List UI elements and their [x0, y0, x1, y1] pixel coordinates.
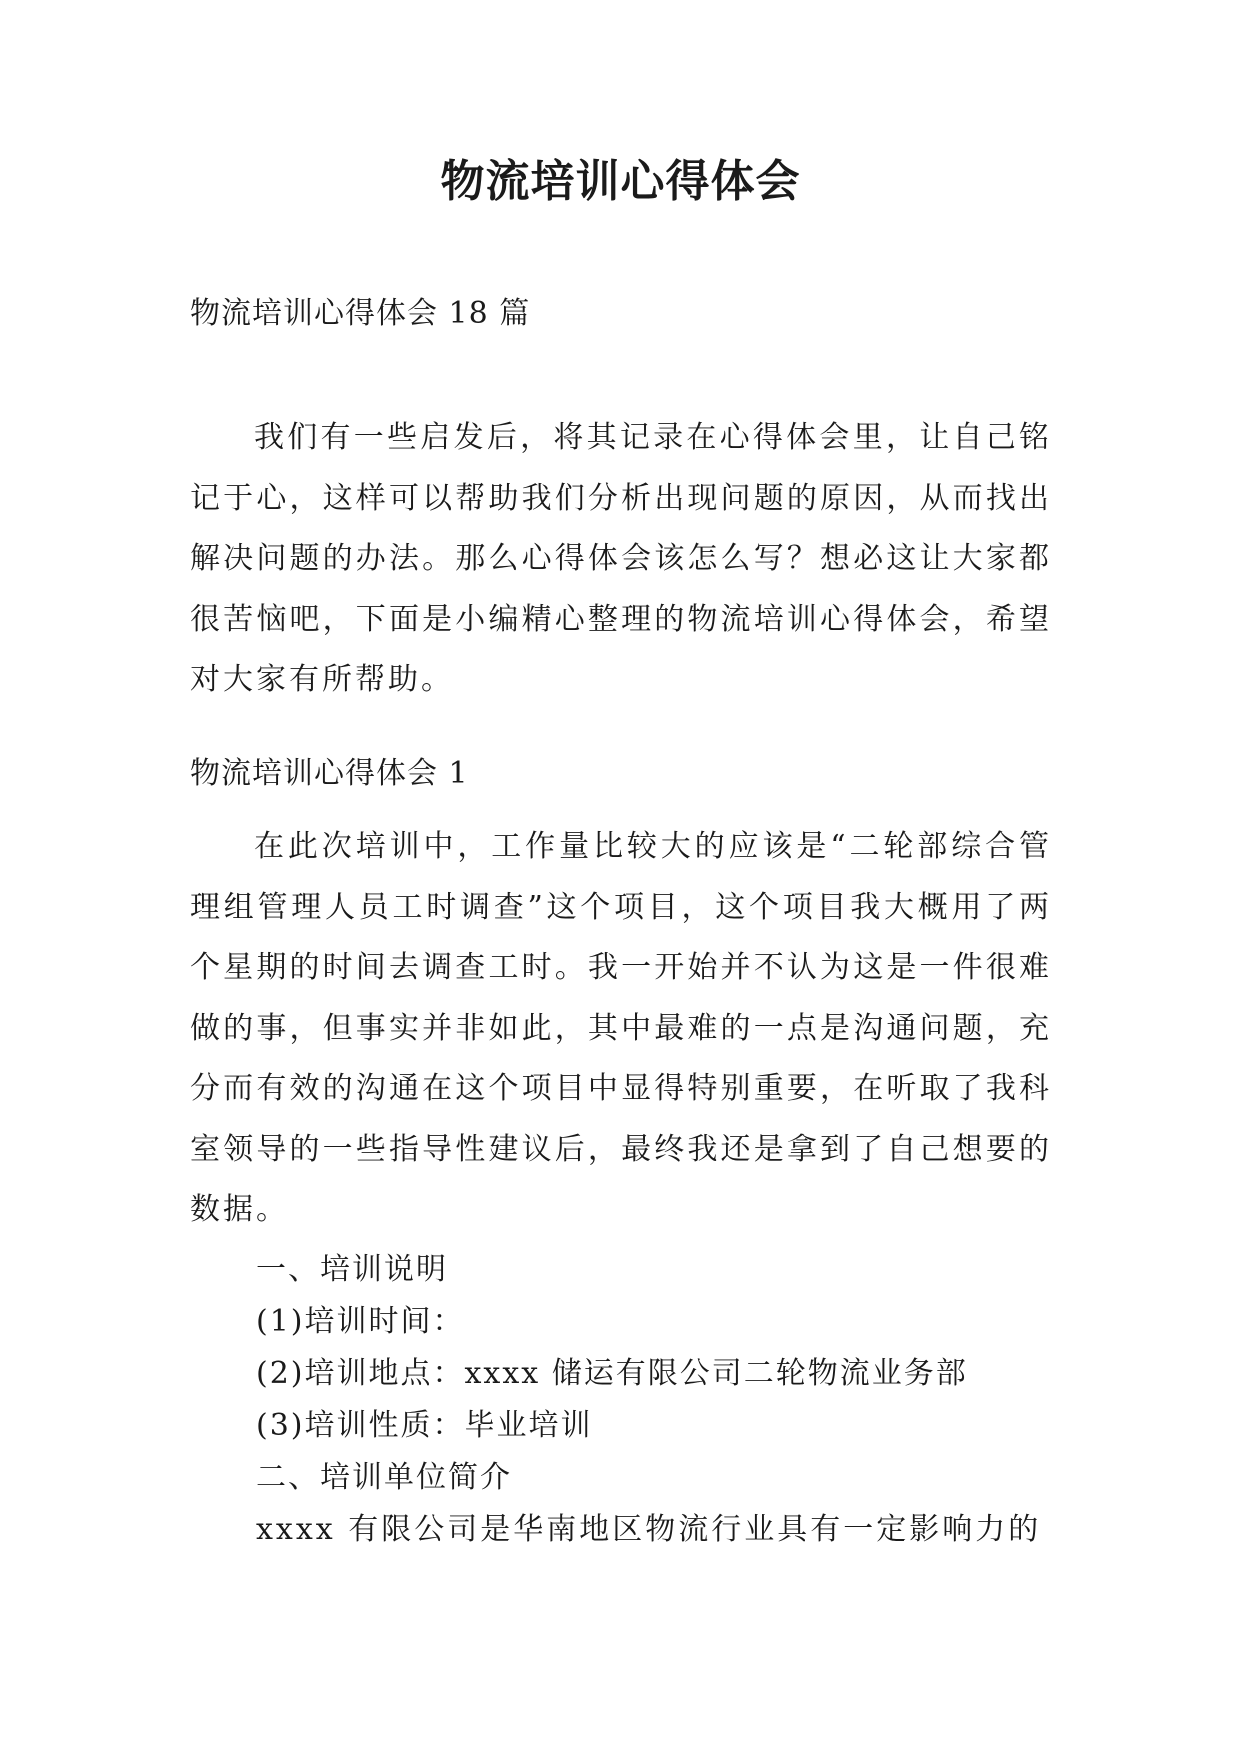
section-paragraph: 在此次培训中，工作量比较大的应该是“二轮部综合管理组管理人员工时调查”这个项目，这个项目我大概用了两个星期的时间去调查工时。我一开始并不认为这是一件很难做的事，但事实并非如此，其中最难的一点是沟通问题，充分而有效的沟通在这个项目中显得特别重要，在听取了我科室领导的一些指导性建议后，最终我还是拿到了自己想要的数据。	[190, 829, 1052, 1227]
section-heading: 物流培训心得体会 1	[190, 756, 469, 791]
document-subtitle: 物流培训心得体会 18 篇	[190, 296, 531, 331]
item-training-place: (2)培训地点：xxxx 储运有限公司二轮物流业务部	[256, 1356, 968, 1391]
company-intro-line: xxxx 有限公司是华南地区物流行业具有一定影响力的	[256, 1512, 1042, 1547]
item-training-time: (1)培训时间：	[256, 1304, 465, 1339]
intro-paragraph: 我们有一些启发后，将其记录在心得体会里，让自己铭记于心，这样可以帮助我们分析出现问题的原因，从而找出解决问题的办法。那么心得体会该怎么写？想必这让大家都很苦恼吧，下面是小编精心整理的物流培训心得体会，希望对大家有所帮助。	[190, 420, 1052, 697]
item-heading-company-intro: 二、培训单位简介	[256, 1460, 512, 1495]
item-heading-training-description: 一、培训说明	[256, 1252, 448, 1287]
item-training-nature: (3)培训性质：毕业培训	[256, 1408, 593, 1443]
document-title: 物流培训心得体会	[440, 156, 801, 207]
